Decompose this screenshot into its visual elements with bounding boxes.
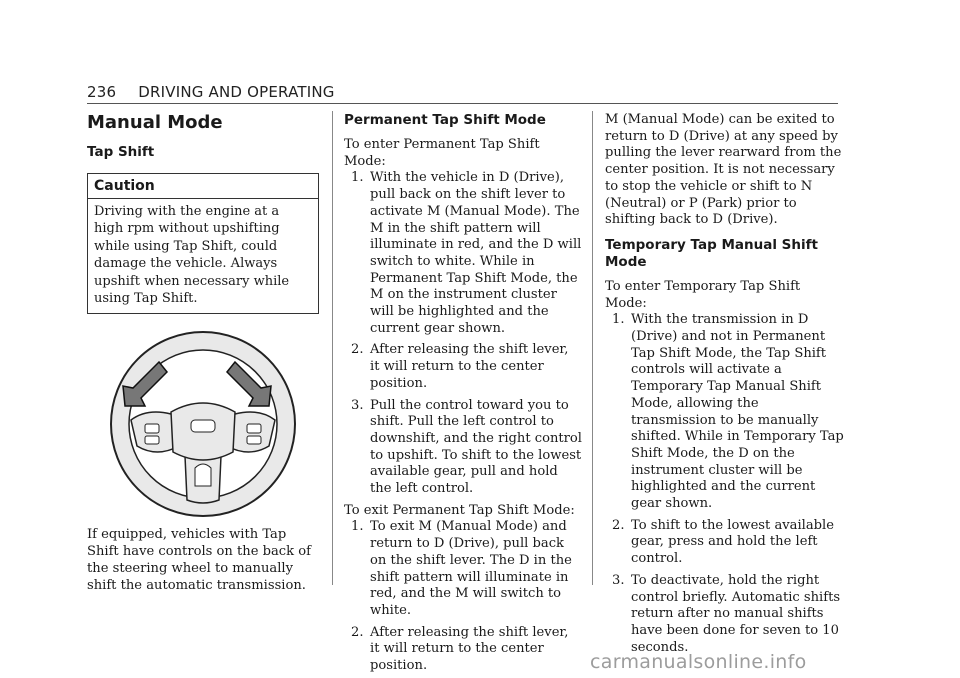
list-item [344,342,582,392]
enter-permanent-steps [344,170,582,497]
enter-temporary-intro: To enter Temporary Tap Shift Mode: [605,278,801,311]
page-number: 236 [87,83,117,101]
watermark: carmanualsonline.info [590,651,807,673]
list-item [605,518,845,568]
step-number: 2. [612,517,625,533]
manual-mode-exit-paragraph: M (Manual Mode) can be exited to return to D (Drive) at any speed by pulling the lever rearward from the center position. It is not necessary to stop the vehicle or shift to N (Neutral) or P (Park) prior to shifting back to D (Drive). [605,112,842,228]
step-number: 1. [351,170,364,186]
caution-box [87,173,319,314]
step-text: To exit M (Manual Mode) and return to D (Drive), pull back on the shift lever. The D in the shift pattern will illuminate in red, and the M will switch to white. [370,519,572,618]
step-text: Pull the control toward you to shift. Pull the left control to downshift, and the right control to upshift. To shift to the lowest available gear, pull and hold the left control. [370,397,582,497]
caution-text: Driving with the engine at a high rpm without upshifting while using Tap Shift, could damage the vehicle. Always upshift when necessary while using Tap Shift. [94,203,290,307]
tap-shift-description: If equipped, vehicles with Tap Shift have controls on the back of the steering wheel to manually shift the automatic transmission. [87,527,311,593]
step-number: 1. [612,312,625,328]
enter-permanent-intro: To enter Permanent Tap Shift Mode: [344,137,540,169]
step-number: 3. [351,397,364,413]
page-header [87,83,335,101]
step-text: With the vehicle in D (Drive), pull back on the shift lever to activate M (Manual Mode). The M in the shift pattern will illuminate in red, and the D will switch to white. While in Permanent Tap Shift Mode, the M on the instrument cluster will be highlighted and the current gear shown. [370,170,582,336]
step-text: After releasing the shift lever, it will return to the center position. [370,624,569,674]
list-item [344,170,582,337]
steering-wheel-illustration [87,328,319,518]
list-item [605,573,845,657]
step-number: 2. [351,624,364,640]
step-number: 2. [351,342,364,358]
header-rule [87,103,838,104]
column-2 [344,112,582,675]
heading-permanent-tap-shift: Permanent Tap Shift Mode [344,112,546,128]
step-text: To deactivate, hold the right control briefly. Automatic shifts return after no manual shifts have been done for seven to 10 seconds. [631,572,841,655]
column-divider-1 [332,111,333,585]
column-1 [87,112,319,594]
step-number: 3. [612,572,625,588]
step-text: To shift to the lowest available gear, press and hold the left control. [631,517,834,567]
column-3 [605,112,845,656]
list-item [344,519,582,619]
list-item [605,312,845,512]
page-title: Manual Mode [87,112,223,133]
exit-permanent-intro: To exit Permanent Tap Shift Mode: [344,502,575,518]
step-number: 1. [351,519,364,535]
enter-temporary-steps [605,312,845,656]
list-item [344,398,582,498]
heading-temporary-tap-shift: Temporary Tap Manual Shift Mode [605,236,818,270]
section-title: DRIVING AND OPERATING [138,83,335,101]
step-text: After releasing the shift lever, it will return to the center position. [370,342,569,391]
list-item [344,625,582,675]
column-divider-2 [592,111,593,585]
subheading-tap-shift: Tap Shift [87,144,155,160]
step-text: With the transmission in D (Drive) and not in Permanent Tap Shift Mode, the Tap Shift controls will activate a Temporary Tap Manual Shift Mode, allowing the transmission to be manually shifted. While in Temporary Tap Shift Mode, the D on the instrument cluster will be highlighted and the current gear shown. [631,312,844,512]
caution-title: Caution [88,174,318,199]
exit-permanent-steps [344,519,582,674]
